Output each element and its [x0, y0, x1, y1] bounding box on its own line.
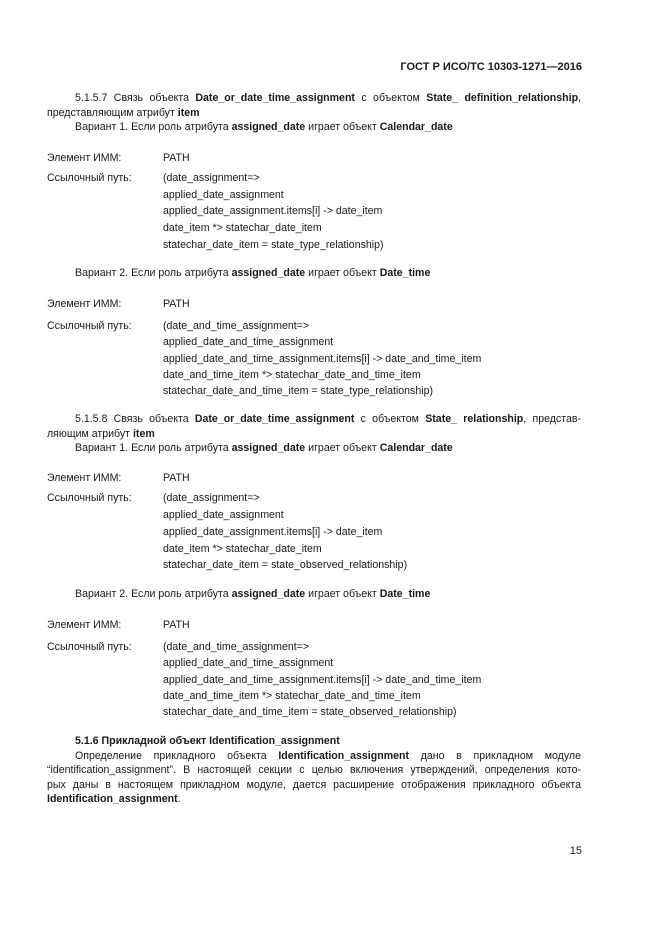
path-line: applied_date_and_time_assignment.items[i] -> date_and_time_item — [163, 674, 482, 686]
path-line: date_and_time_item *> statechar_date_and_time_item — [163, 369, 421, 381]
page-number: 15 — [569, 845, 582, 857]
path-line: (date_assignment=> — [163, 492, 260, 504]
variant-2-line: Вариант 2. Если роль атрибута assigned_date играет объект Date_time — [75, 588, 431, 600]
variant-2-line: Вариант 2. Если роль атрибута assigned_date играет объект Date_time — [75, 267, 431, 279]
section-5-1-5-8-heading: 5.1.5.8 Связь объекта Date_or_date_time_assignment с объектом State_ relationship, представ- ляющим атрибут item Вариант 1. Если роль атрибута assigned_date играет объект Calendar_date — [47, 413, 582, 454]
path-line: applied_date_and_time_assignment — [163, 657, 334, 669]
section-5-1-6: 5.1.6 Прикладной объект Identification_assignment Определение прикладного объекта Identification_assignment дано в прикладном модуле “identification_assignment”. В настоящей секции с целью включения утверждений, определения кото- рых даны в настоящем прикладном модуле, дается расширение отображения прикладного объекта Identification_assignment. — [47, 735, 581, 805]
path-line: date_item *> statechar_date_item — [163, 222, 322, 234]
path-line: applied_date_and_time_assignment.items[i] -> date_and_time_item — [163, 353, 482, 365]
element-label: Элемент ИММ: — [47, 619, 122, 631]
path-label: Ссылочный путь: — [47, 492, 132, 504]
path-line: statechar_date_and_time_item = state_type_relationship) — [163, 385, 434, 397]
path-line: applied_date_and_time_assignment — [163, 336, 334, 348]
path-line: date_item *> statechar_date_item — [163, 543, 322, 555]
element-label: Элемент ИММ: — [47, 472, 122, 484]
path-line: (date_and_time_assignment=> — [163, 320, 310, 332]
path-line: applied_date_assignment — [163, 509, 284, 521]
path-line: (date_assignment=> — [163, 172, 260, 184]
path-label: Ссылочный путь: — [47, 641, 132, 653]
path-line: applied_date_assignment.items[i] -> date_item — [163, 205, 383, 217]
element-value: PATH — [163, 619, 190, 631]
path-line: applied_date_assignment — [163, 189, 284, 201]
path-line: statechar_date_and_time_item = state_observed_relationship) — [163, 706, 457, 718]
path-label: Ссылочный путь: — [47, 172, 132, 184]
path-line: date_and_time_item *> statechar_date_and_time_item — [163, 690, 421, 702]
element-value: PATH — [163, 152, 190, 164]
element-value: PATH — [163, 472, 190, 484]
path-line: statechar_date_item = state_observed_relationship) — [163, 559, 408, 571]
element-value: PATH — [163, 298, 190, 310]
document-header: ГОСТ Р ИСО/ТС 10303-1271—2016 — [400, 61, 582, 73]
section-5-1-5-7-heading: 5.1.5.7 Связь объекта Date_or_date_time_assignment с объектом State_ definition_relationship, представляющим атрибут item Вариант 1. Если роль атрибута assigned_date играет объект Calendar_date — [47, 92, 581, 133]
element-label: Элемент ИММ: — [47, 298, 122, 310]
section-heading: 5.1.6 Прикладной объект Identification_assignment — [75, 735, 340, 747]
path-label: Ссылочный путь: — [47, 320, 132, 332]
path-line: (date_and_time_assignment=> — [163, 641, 310, 653]
path-line: applied_date_assignment.items[i] -> date_item — [163, 526, 383, 538]
path-line: statechar_date_item = state_type_relationship) — [163, 239, 384, 251]
element-label: Элемент ИММ: — [47, 152, 122, 164]
